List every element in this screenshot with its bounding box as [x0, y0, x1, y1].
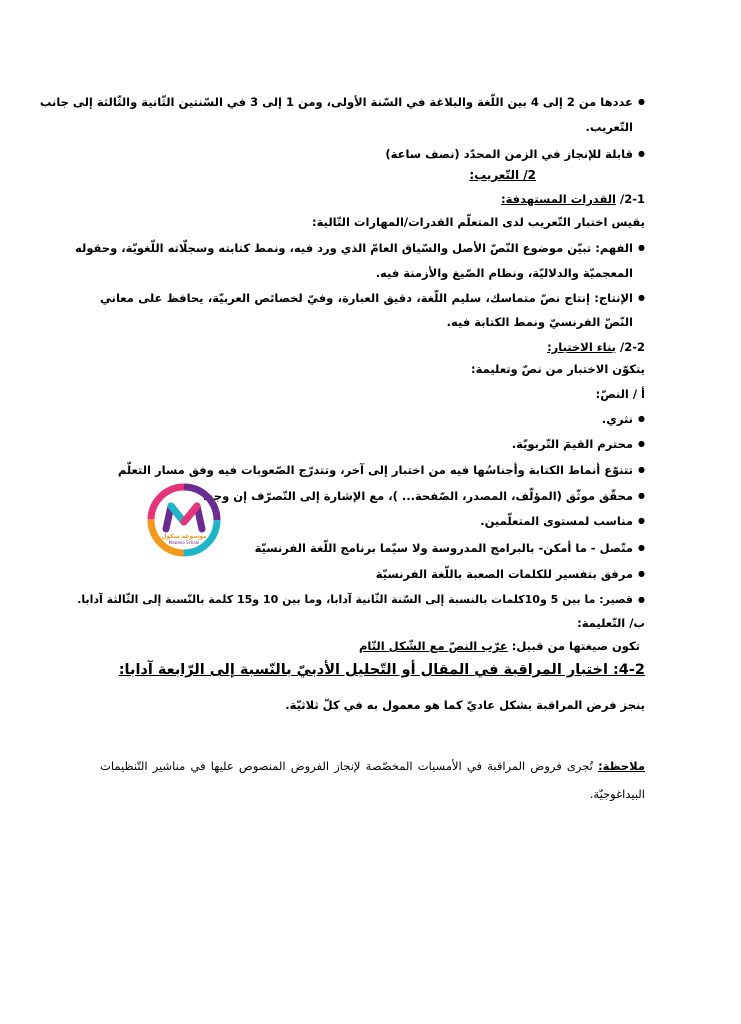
bullet-programs: ● متّصل - ما أمكن- بالبرامج المدروسة ولا سيّما برنامج اللّغة الفرنسيّة	[255, 540, 645, 556]
instruction-subheading: ب/ التّعليمة:	[577, 616, 645, 630]
site-logo	[146, 482, 222, 558]
bullet-duration: ● قابلة للإنجاز في الزمن المحدّد (نصف ساعة)	[385, 146, 645, 162]
subsection-2-2-heading: 2-2/ بناء الاختبار:	[547, 340, 645, 354]
section-4-2-body: ينجز فرض المراقبة بشكل عاديّ كما هو معمول به في كلّ ثلاثيّة.	[285, 698, 645, 712]
bullet-prose: ● نثري.	[602, 411, 645, 427]
logo-tagline-text: Mawsoo School	[168, 540, 200, 545]
note-line-2: البيداغوجيّة.	[589, 787, 645, 801]
logo-brand-text: موسوعة سكول	[161, 533, 207, 540]
intro-line: يقيس اختبار التّعريب لدى المتعلّم القدرات/المهارات التّالية:	[312, 215, 645, 229]
section-2-heading: 2/ التّعريب:	[469, 168, 536, 182]
bullet-production-line-1: ● الإنتاج: إنتاج نصّ متماسك، سليم اللّغة، دقيق العبارة، وفيّ لخصائص العربيّة، يحافظ على معاني	[100, 290, 645, 306]
text-subheading: أ / النصّ:	[595, 387, 645, 401]
bullet-sourced: ● محقّق موثّق (المؤلّف، المصدر، الصّفحة... )، مع الإشارة إلى التّصرّف إن وجد.	[203, 488, 645, 504]
bullet-comprehension-line-1: ● الفهم: تبيّن موضوع النّصّ الأصل والسّياق العامّ الذي ورد فيه، ونمط كتابته وسجلّاته اللّغويّة، وحقوله	[100, 240, 645, 256]
note-line-1: ملاحظة: تُجرى فروض المراقبة في الأمسيات المخصّصة لإنجاز الفروض المنصوص عليها في مناشير التّنظيمات	[100, 759, 645, 773]
bullet-comprehension-line-2: المعجميّة والدلاليّة، ونظام الصّيغ والأزمنة فيه.	[375, 266, 633, 280]
bullet-length: ● قصير: ما بين 5 و10كلمات بالنسبة إلى السّنة الثّانية آدابا، وما بين 10 و15 كلمة بالنّسبة إلى الثّالثة آدابا.	[77, 592, 645, 608]
bullet-genres: ● تتنوّع أنماط الكتابة وأجناسُها فيه من اختبار إلى آخر، وتتدرّج الصّعوبات فيه وفق مسار التعلّم	[178, 462, 645, 478]
structure-line: يتكوّن الاختبار من نصّ وتعليمة:	[471, 362, 645, 376]
bullet-production-line-2: النّصّ الفرنسيّ ونمط الكتابة فيه.	[446, 315, 633, 329]
bullet-glossary: ● مرفق بتفسير للكلمات الصعبة باللّغة الفرنسيّة	[376, 566, 645, 582]
bullet-paragraph-1-line-1: ● عددها من 2 إلى 4 بين اللّغة والبلاغة في السّنة الأولى، ومن 1 إلى 3 في السّنتين الثّانية والثّالثة إلى جانب	[100, 94, 645, 110]
section-4-2-heading: 4-2: اختبار المراقبة في المقال أو التّحليل الأدبيّ بالنّسبة إلى الرّابعة آدابا:	[118, 662, 645, 678]
bullet-level: ● مناسب لمستوى المتعلّمين.	[480, 513, 645, 529]
subsection-2-1-heading: 2-1/ القدرات المستهدفة:	[500, 192, 645, 206]
bullet-paragraph-1-line-2: التّعريب.	[585, 120, 633, 134]
bullet-values: ● محترم القيمَ التّربويّة.	[512, 436, 645, 452]
instruction-line: تكون صيغتها من قبيل: عرّب النصّ مع الشّكل التّام	[358, 639, 640, 653]
